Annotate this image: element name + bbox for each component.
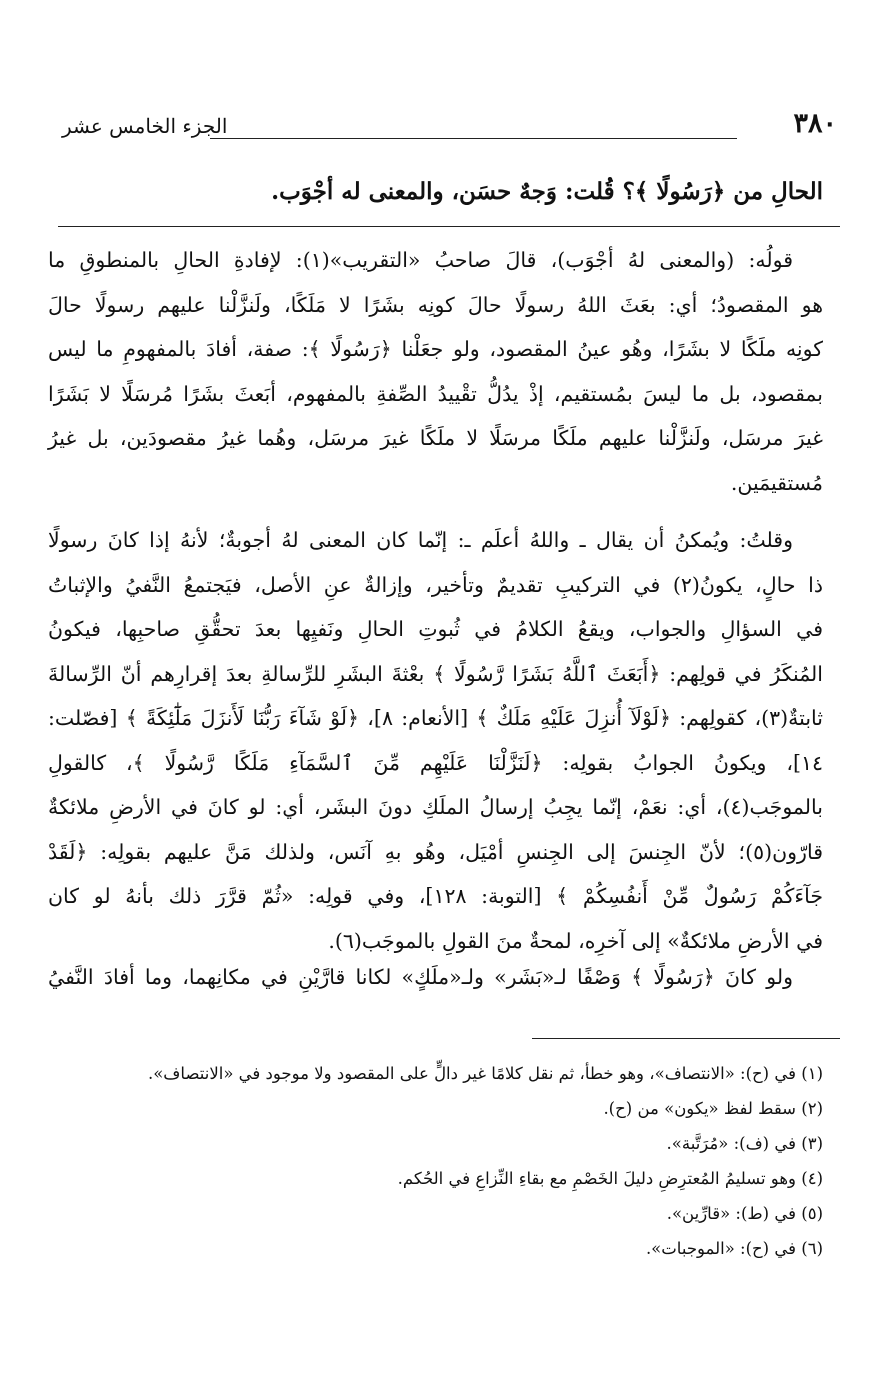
text-line: قارّون(٥)؛ لأنّ الجِنسَ إلى الجِنسِ أمْيَل، وهُو بهِ آنَس، ولذلك مَنَّ عليهم بقولِه: ﴿لَقَدْ — [48, 839, 823, 864]
page-number: ٣٨٠ — [793, 108, 837, 139]
text-line: ثابتةٌ(٣)، كقولِهم: ﴿لَوْلَآ أُنزِلَ عَلَيْهِ مَلَكٌ ﴾ [الأنعام: ٨]، ﴿لَوْ شَآءَ رَبُّنَا لَأَنزَلَ مَلَٰٓئِكَةً ﴾ [فصّلت: — [48, 706, 823, 730]
text-line: بالموجَب(٤)، أي: نعَمْ، إنّما يجِبُ إرسالُ الملَكِ دونَ البشَر، أي: لو كانَ في الأرضِ ملائكةٌ — [48, 795, 823, 819]
text-line: وقلتُ: ويُمكنُ أن يقال ـ واللهُ أعلَم ـ: إنّما كان المعنى لهُ أجوبةٌ؛ لأنهُ إذا كانَ رسولًا — [48, 528, 793, 552]
page-header — [62, 108, 837, 148]
volume-title: الجزء الخامس عشر — [62, 114, 228, 138]
footnotes — [48, 1056, 823, 1266]
matn-separator — [58, 226, 840, 227]
footnote-1: (١) في (ح): «الانتصاف»، وهو خطأ، ثم نقل كلامًا غير دالٍّ على المقصود ولا موجود في «الانتصاف». — [147, 1064, 823, 1083]
text-line: في الأرضِ ملائكةٌ» إلى آخرِه، لمحةٌ منَ القولِ بالموجَب(٦). — [328, 928, 823, 953]
footnote-5: (٥) في (ط): «قارِّين». — [666, 1204, 823, 1223]
footnote-separator — [532, 1038, 840, 1039]
paragraph-2 — [48, 518, 823, 963]
text-line: هو المقصودُ؛ أي: بعَثَ اللهُ رسولًا حالَ كونِه بشَرًا لا مَلَكًا، ولَنزَّلْنا عليهم رسولًا حالَ — [48, 292, 823, 317]
text-line: جَآءَكُمْ رَسُولٌ مِّنْ أَنفُسِكُمْ ﴾ [التوبة: ١٢٨]، وفي قولِه: «ثُمّ قرَّرَ ذلك بأنهُ لو كان — [48, 884, 823, 908]
header-rule — [210, 138, 737, 139]
paragraph-3 — [48, 955, 823, 1000]
text-line: ذا حالٍ، يكونُ(٢) في التركيبِ تقديمٌ وتأخير، وإزالةٌ عنِ الأصل، فيَجتمعُ النَّفيُ والإثباتُ — [48, 572, 823, 597]
text-line: بمقصود، بل ما ليسَ بمُستقيم، إذْ يدُلُّ تقْييدُ الصِّفةِ بالمفهوم، أبَعثَ بشَرًا مُرسَلًا لا بَشَرًا — [48, 381, 823, 406]
footnote-4: (٤) وهو تسليمُ المُعترِضِ دليلَ الخَصْمِ مع بقاءِ النِّزاعِ في الحُكم. — [397, 1169, 823, 1188]
paragraph-1 — [48, 238, 823, 505]
text-line: في السؤالِ والجواب، ويقعُ الكلامُ في ثُبوتِ الحالِ ونَفيِها بعدَ تحقُّقِ صاحبِها، فيكونُ — [48, 617, 823, 641]
footnote-6: (٦) في (ح): «الموجبات». — [645, 1239, 823, 1258]
footnote-3: (٣) في (ف): «مُرَتَّبة». — [666, 1134, 823, 1153]
text-line: قولُه: (والمعنى لهُ أجْوَب)، قالَ صاحبُ «التقريب»(١): لإفادةِ الحالِ بالمنطوقِ ما — [48, 248, 794, 272]
text-line: مُستقيمَين. — [730, 470, 823, 495]
text-line: غيرَ مرسَل، ولَنزَّلْنا عليهم ملَكًا مرسَلًا لا ملَكًا غيرَ مرسَل، وهُما غيرُ مقصودَين، بل غيرُ — [48, 426, 823, 450]
matn-text: الحالِ من ﴿رَسُولًا ﴾؟ قُلت: وَجهٌ حسَن، والمعنى له أجْوَب. — [271, 178, 823, 205]
footnote-2: (٢) سقط لفظ «يكون» من (ح). — [603, 1099, 823, 1118]
text-line: ولو كانَ ﴿رَسُولًا ﴾ وَصْفًا لـ«بَشَر» ولـ«ملَكٍ» لكانا قارَّيْنِ في مكانِهما، وما أفادَ النَّفيُ — [48, 965, 793, 989]
text-line: ١٤]، ويكونُ الجوابُ بقولِه: ﴿لَنَزَّلْنَا عَلَيْهِم مِّنَ ٱلسَّمَآءِ مَلَكًا رَّسُولًا ﴾، كالقولِ — [48, 750, 823, 775]
text-line: المُنكَرُ في قولِهم: ﴿أَبَعَثَ ٱللَّهُ بَشَرًا رَّسُولًا ﴾ بعْثةَ البشَرِ للرِّسالةِ بعدَ إقرارِهم أنّ الرِّسالةَ — [48, 661, 823, 686]
text-line: كونِه ملَكًا لا بشَرًا، وهُو عينُ المقصود، ولو جعَلْنا ﴿رَسُولًا ﴾: صفة، أفادَ بالمفهومِ ما ليس — [48, 337, 823, 361]
